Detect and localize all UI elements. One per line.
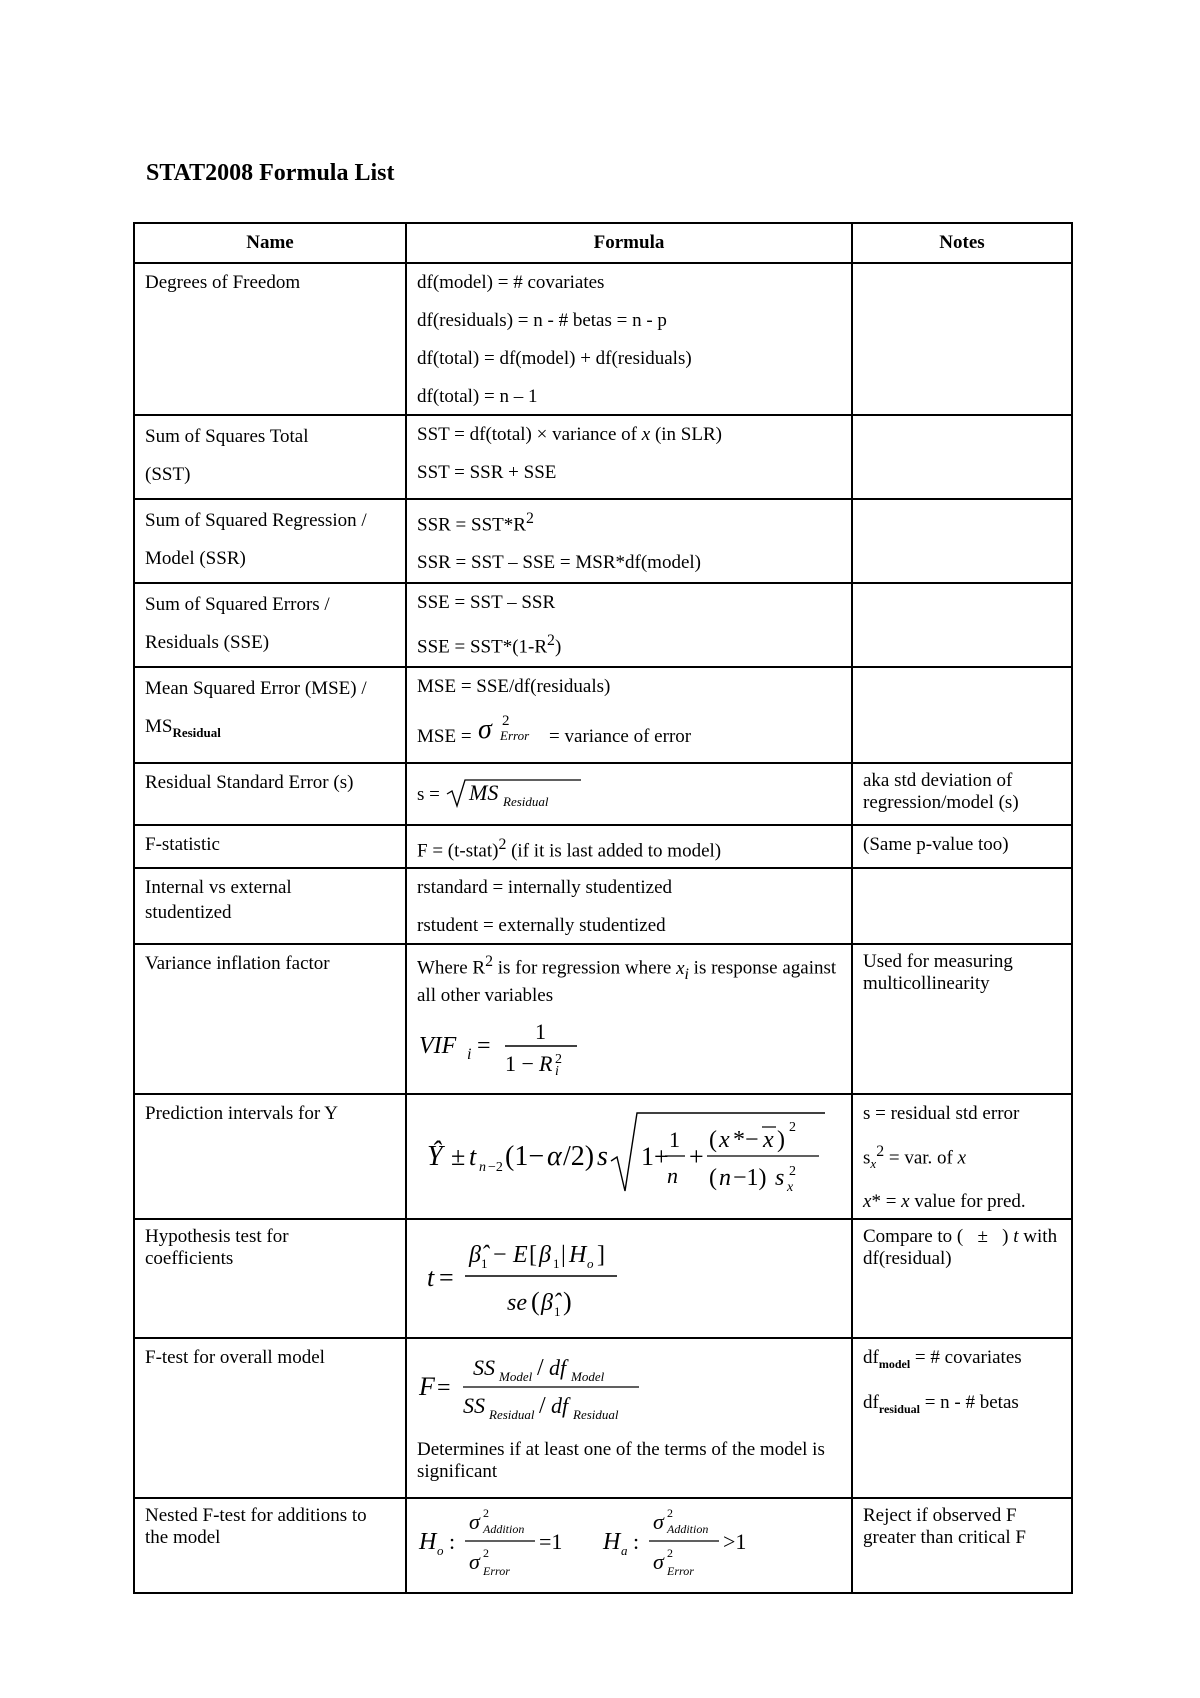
svg-text:=: =	[439, 1263, 454, 1293]
vif-equation	[417, 1013, 597, 1077]
svg-text:df: df	[551, 1393, 569, 1419]
notes-line	[863, 1345, 1061, 1377]
row-notes	[852, 1338, 1072, 1498]
formula-line: df(residuals) = n - # betas = n - p	[417, 310, 667, 331]
row-name	[134, 944, 406, 1094]
formula-line: SSR = SST – SSE = MSR*df(model)	[417, 552, 701, 574]
table-row	[134, 763, 1072, 825]
row-name	[134, 868, 406, 944]
svg-text:α: α	[547, 1141, 562, 1173]
svg-text:σ: σ	[653, 1549, 664, 1575]
notes-text: = # covariates	[910, 1347, 1022, 1369]
svg-text:1: 1	[669, 1127, 680, 1153]
row-formula	[406, 583, 852, 667]
formula-line: df(total) = df(model) + df(residuals)	[417, 348, 692, 369]
formula-text: SSE = SST*(1-R	[417, 636, 548, 658]
row-name-text: Prediction intervals for Y	[145, 1103, 338, 1125]
svg-text:=: =	[437, 1375, 451, 1402]
svg-text:1: 1	[553, 1256, 560, 1272]
svg-text:s: s	[597, 1141, 608, 1173]
formula-line: df(total) = n – 1	[417, 386, 538, 407]
row-notes	[852, 583, 1072, 667]
svg-text:Error: Error	[483, 1564, 510, 1579]
row-name-subscript: Residual	[172, 724, 221, 740]
svg-text:o: o	[587, 1256, 594, 1272]
formula-line: F = (t-stat)$^2$ (if it is last added to model)	[417, 836, 722, 862]
svg-text:n: n	[667, 1163, 678, 1189]
formula-text: F = (t-stat)	[417, 840, 499, 862]
row-notes	[852, 499, 1072, 583]
formula-text: )	[554, 636, 562, 658]
svg-text:2: 2	[667, 1506, 673, 1521]
formula-text: = variance of error	[544, 726, 692, 747]
svg-text:/: /	[537, 1355, 544, 1382]
svg-text:Model: Model	[571, 1369, 605, 1385]
row-name	[134, 763, 406, 825]
svg-text:H: H	[569, 1242, 587, 1269]
svg-text:): )	[777, 1127, 785, 1154]
table-row	[134, 1094, 1072, 1219]
svg-text:2: 2	[789, 1120, 796, 1136]
svg-text:−2: −2	[488, 1160, 503, 1176]
table-row	[134, 1219, 1072, 1338]
formula-table	[133, 222, 1073, 1594]
notes-part: Compare to ( ± )	[863, 1226, 1014, 1248]
notes-subscript: model	[878, 1357, 911, 1372]
table-row	[134, 667, 1072, 763]
row-formula	[406, 944, 852, 1094]
sqrt-ms-residual-equation	[445, 776, 585, 810]
row-notes	[852, 415, 1072, 499]
row-formula	[406, 1094, 852, 1219]
svg-text:Ŷ: Ŷ	[427, 1141, 443, 1173]
f-test-equation	[417, 1345, 657, 1431]
svg-text:H: H	[419, 1529, 437, 1556]
table-row	[134, 499, 1072, 583]
svg-text::: :	[633, 1529, 640, 1555]
row-formula	[406, 667, 852, 763]
row-name-text: Hypothesis test for coefficients	[145, 1226, 289, 1270]
row-name	[134, 415, 406, 499]
svg-text:σ: σ	[469, 1549, 480, 1575]
svg-text:df: df	[549, 1355, 567, 1381]
svg-text:x: x	[763, 1127, 774, 1154]
row-name	[134, 583, 406, 667]
row-formula	[406, 415, 852, 499]
svg-text:Error: Error	[500, 728, 530, 743]
formula-line: SST = SSR + SSE	[417, 462, 557, 483]
svg-text:−: −	[493, 1242, 507, 1269]
svg-text:[: [	[529, 1242, 537, 1269]
notes-text: df	[863, 1347, 879, 1369]
formula-text: SSR = SST*R	[417, 514, 526, 536]
svg-text:/2): /2)	[563, 1141, 595, 1173]
svg-text:VIF: VIF	[419, 1033, 457, 1060]
row-notes	[852, 1094, 1072, 1219]
row-notes	[852, 763, 1072, 825]
svg-text::: :	[449, 1529, 456, 1555]
header-formula: Formula	[406, 223, 852, 263]
svg-text:i: i	[467, 1046, 472, 1064]
svg-text:F: F	[419, 1372, 435, 1402]
svg-text:=: =	[477, 1033, 491, 1060]
svg-text:=1: =1	[539, 1529, 563, 1555]
prediction-interval-equation	[417, 1101, 837, 1201]
svg-text:x: x	[787, 1180, 794, 1196]
svg-text:1+: 1+	[641, 1142, 669, 1172]
svg-text:x: x	[719, 1127, 730, 1154]
svg-text:2: 2	[555, 1052, 562, 1068]
formula-line	[417, 770, 841, 810]
row-formula	[406, 499, 852, 583]
svg-text:SS: SS	[463, 1393, 485, 1419]
svg-text:(1−: (1−	[505, 1141, 545, 1173]
row-name	[134, 1338, 406, 1498]
formula-line: SSR = $SST*R^2$	[417, 510, 534, 536]
svg-text:2: 2	[483, 1546, 489, 1561]
row-formula	[406, 825, 852, 868]
row-formula	[406, 1338, 852, 1498]
svg-text:2: 2	[483, 1506, 489, 1521]
row-name-text: Sum of Squared Errors / Residuals (SSE)	[145, 594, 330, 653]
formula-text: s =	[417, 784, 445, 805]
notes-text: s	[863, 1147, 871, 1169]
notes-text: Reject if observed F greater than critical F	[863, 1505, 1027, 1549]
notes-text: value for pred.	[909, 1191, 1026, 1213]
svg-text:(: (	[531, 1287, 540, 1317]
svg-text:±: ±	[451, 1142, 466, 1172]
formula-var: $x_i$	[676, 957, 689, 983]
notes-subscript: residual	[878, 1402, 920, 1417]
svg-text:*−: *−	[733, 1127, 759, 1154]
formula-line: SSE = $SST*(1-R^2)$	[417, 632, 562, 658]
table-row	[134, 868, 1072, 944]
svg-text:+: +	[689, 1142, 704, 1172]
svg-text:−1): −1)	[733, 1165, 767, 1192]
svg-text:1: 1	[535, 1019, 546, 1045]
table-row	[134, 944, 1072, 1094]
svg-text:/: /	[539, 1393, 546, 1420]
formula-line: Where $R^2$ is for regression where $x_i$ is response against all other variables	[417, 953, 837, 1007]
row-name-part: Mean Squared Error (MSE) / MS	[145, 678, 367, 737]
svg-text:2: 2	[789, 1164, 796, 1180]
row-formula	[406, 1498, 852, 1593]
svg-text:σ: σ	[653, 1509, 664, 1535]
formula-var: x	[641, 424, 651, 445]
header-name: Name	[134, 223, 406, 263]
notes-text	[863, 1226, 1057, 1269]
notes-text: aka std deviation of regression/model (s)	[863, 770, 1019, 813]
notes-text: df	[863, 1392, 879, 1414]
svg-text:>1: >1	[723, 1529, 747, 1555]
formula-line: df(model) = # covariates	[417, 272, 605, 293]
svg-text:1: 1	[554, 1304, 561, 1320]
svg-text:a: a	[621, 1543, 628, 1559]
row-notes	[852, 868, 1072, 944]
svg-text:n: n	[479, 1160, 486, 1176]
row-name-text: Variance inflation factor	[145, 953, 330, 975]
notes-text: (Same p-value too)	[863, 834, 1009, 855]
svg-text:2: 2	[667, 1546, 673, 1561]
table-row	[134, 825, 1072, 868]
row-name-text: Internal vs external studentized	[145, 877, 292, 924]
row-name	[134, 499, 406, 583]
table-row	[134, 1498, 1072, 1593]
svg-text:σ: σ	[469, 1509, 480, 1535]
row-notes	[852, 667, 1072, 763]
svg-text:E: E	[513, 1242, 528, 1269]
row-name-text: F-statistic	[145, 834, 220, 855]
svg-text:(: (	[709, 1165, 717, 1192]
row-notes	[852, 1219, 1072, 1338]
table-row	[134, 1338, 1072, 1498]
notes-text: = n - # betas	[919, 1392, 1019, 1414]
notes-text: = var. of	[884, 1147, 958, 1169]
row-name	[134, 1219, 406, 1338]
svg-text:t: t	[469, 1142, 477, 1172]
header-notes: Notes	[852, 223, 1072, 263]
svg-text:β̂: β̂	[469, 1242, 481, 1269]
row-name	[134, 825, 406, 868]
row-notes	[852, 825, 1072, 868]
row-name	[134, 667, 406, 763]
formula-text: is response against all other variables	[417, 957, 837, 1007]
svg-text:β: β	[539, 1242, 551, 1269]
svg-text:(: (	[709, 1127, 717, 1154]
notes-var: x	[863, 1191, 872, 1213]
svg-text:2: 2	[502, 713, 510, 729]
row-name-text: Sum of Squares Total (SST)	[145, 426, 309, 485]
row-name-text: Nested F-test for additions to the model	[145, 1505, 367, 1549]
hypothesis-t-equation	[417, 1226, 637, 1326]
svg-text:Error: Error	[667, 1564, 694, 1579]
notes-text: Used for measuring multicollinearity	[863, 951, 1013, 995]
svg-text:R: R	[539, 1051, 553, 1077]
svg-text:σ: σ	[478, 714, 493, 745]
svg-text:MS: MS	[468, 780, 498, 805]
formula-line	[417, 712, 841, 749]
row-formula	[406, 1219, 852, 1338]
svg-text:n: n	[719, 1165, 731, 1192]
row-name-text: Residual Standard Error (s)	[145, 772, 354, 793]
formula-text: MSE =	[417, 726, 477, 747]
svg-text:Addition: Addition	[667, 1522, 709, 1537]
row-name-text: Degrees of Freedom	[145, 272, 301, 293]
row-notes	[852, 263, 1072, 415]
svg-text:Model: Model	[499, 1369, 533, 1385]
svg-text:s: s	[775, 1165, 785, 1192]
formula-text: is for regression where	[492, 957, 677, 979]
svg-text:1 −: 1 −	[505, 1051, 534, 1077]
svg-text:Residual: Residual	[573, 1407, 619, 1423]
formula-line: Determines if at least one of the terms of the model is significant	[417, 1439, 825, 1483]
formula-text: SST = df(total) × variance of	[417, 424, 642, 445]
row-name	[134, 263, 406, 415]
formula-line	[417, 422, 841, 447]
row-name-text	[145, 670, 395, 752]
svg-text:|: |	[561, 1242, 566, 1269]
notes-var: t	[1013, 1226, 1019, 1248]
nested-f-test-equation	[417, 1505, 777, 1581]
formula-text: Where R	[417, 957, 486, 979]
formula-line: rstudent = externally studentized	[417, 915, 666, 937]
row-notes	[852, 944, 1072, 1094]
svg-text:Residual: Residual	[502, 794, 549, 809]
sigma-error-squared-equation	[476, 712, 544, 748]
svg-text:SS: SS	[473, 1355, 495, 1381]
row-name-text: Sum of Squared Regression / Model (SSR)	[145, 510, 367, 569]
svg-text:): )	[563, 1287, 572, 1317]
svg-text:β̂: β̂	[541, 1290, 553, 1317]
row-name-text: F-test for overall model	[145, 1347, 325, 1369]
notes-var: x	[957, 1147, 967, 1169]
formula-text: (if it is last added to model)	[506, 840, 722, 862]
row-formula	[406, 263, 852, 415]
formula-line: SSE = SST – SSR	[417, 592, 556, 613]
row-formula	[406, 763, 852, 825]
svg-text:H: H	[603, 1529, 621, 1556]
table-header-row	[134, 223, 1072, 263]
row-formula	[406, 868, 852, 944]
svg-text:i: i	[555, 1064, 559, 1078]
row-notes	[852, 1498, 1072, 1593]
svg-text:1: 1	[481, 1256, 488, 1272]
svg-text:]: ]	[597, 1242, 605, 1269]
row-name	[134, 1094, 406, 1219]
notes-text: * =	[871, 1191, 902, 1213]
notes-line	[863, 1189, 1061, 1214]
svg-text:t: t	[427, 1263, 435, 1293]
table-row	[134, 415, 1072, 499]
notes-line: $s_x^2$ = var. of x	[863, 1143, 967, 1172]
formula-line: MSE = SSE/df(residuals)	[417, 676, 611, 697]
notes-var: x	[901, 1191, 910, 1213]
svg-text:Residual: Residual	[489, 1407, 535, 1423]
notes-line: s = residual std error	[863, 1103, 1020, 1125]
row-name	[134, 1498, 406, 1593]
svg-text:Addition: Addition	[483, 1522, 525, 1537]
table-row	[134, 583, 1072, 667]
svg-text:se: se	[507, 1290, 527, 1317]
notes-line	[863, 1390, 1061, 1422]
formula-line: rstandard = internally studentized	[417, 877, 672, 899]
notes-part: with df(residual)	[863, 1226, 1058, 1270]
table-row	[134, 263, 1072, 415]
page-title: STAT2008 Formula List	[146, 160, 395, 186]
formula-text: (in SLR)	[650, 424, 722, 445]
svg-text:o: o	[437, 1543, 444, 1559]
